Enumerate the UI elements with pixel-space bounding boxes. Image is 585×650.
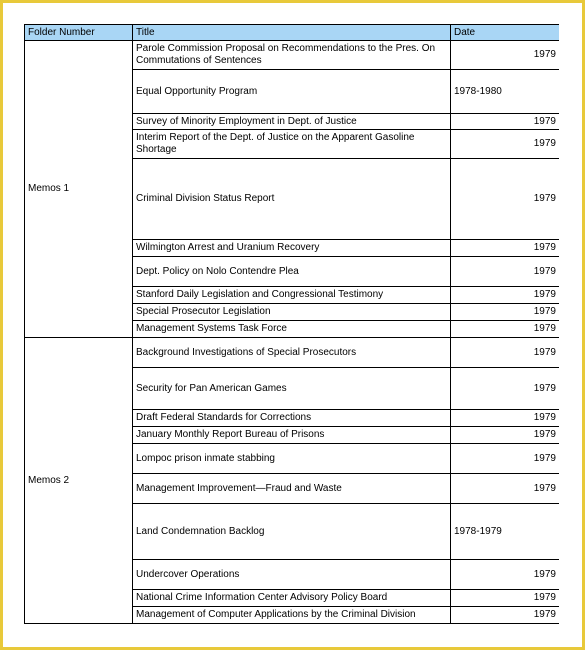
title-cell: Criminal Division Status Report [133,159,451,240]
title-cell: Interim Report of the Dept. of Justice on the Apparent Gasoline Shortage [133,130,451,159]
title-cell: Draft Federal Standards for Corrections [133,410,451,427]
date-cell: 1979 [451,159,560,240]
title-cell: Equal Opportunity Program [133,70,451,114]
title-cell: Survey of Minority Employment in Dept. of Justice [133,114,451,130]
header-date: Date [451,25,560,41]
title-cell: Wilmington Arrest and Uranium Recovery [133,240,451,257]
date-cell: 1979 [451,590,560,607]
title-cell: Background Investigations of Special Prosecutors [133,338,451,368]
date-cell: 1979 [451,410,560,427]
title-cell: Management of Computer Applications by the Criminal Division [133,607,451,624]
date-cell: 1979 [451,338,560,368]
date-cell: 1979 [451,41,560,70]
date-cell: 1978-1980 [451,70,560,114]
title-cell: National Crime Information Center Advisory Policy Board [133,590,451,607]
title-cell: Undercover Operations [133,560,451,590]
date-cell: 1979 [451,114,560,130]
table-body [25,41,560,624]
folder-number-cell: Memos 1 [25,41,133,338]
date-cell: 1979 [451,130,560,159]
date-cell: 1979 [451,257,560,287]
date-cell: 1978-1979 [451,504,560,560]
title-cell: Security for Pan American Games [133,368,451,410]
title-cell: Special Prosecutor Legislation [133,304,451,321]
date-cell: 1979 [451,321,560,338]
spreadsheet [24,24,559,627]
title-cell: Management Systems Task Force [133,321,451,338]
date-cell: 1979 [451,240,560,257]
date-cell: 1979 [451,560,560,590]
title-cell: Lompoc prison inmate stabbing [133,444,451,474]
date-cell: 1979 [451,304,560,321]
table-row [25,41,560,70]
date-cell: 1979 [451,287,560,304]
records-table [24,24,559,624]
header-title: Title [133,25,451,41]
title-cell: Land Condemnation Backlog [133,504,451,560]
table-row [25,338,560,368]
title-cell: January Monthly Report Bureau of Prisons [133,427,451,444]
title-cell: Management Improvement—Fraud and Waste [133,474,451,504]
date-cell: 1979 [451,474,560,504]
header-row [25,25,560,41]
title-cell: Parole Commission Proposal on Recommendations to the Pres. On Commutations of Sentences [133,41,451,70]
date-cell: 1979 [451,427,560,444]
date-cell: 1979 [451,368,560,410]
date-cell: 1979 [451,444,560,474]
title-cell: Dept. Policy on Nolo Contendre Plea [133,257,451,287]
date-cell: 1979 [451,607,560,624]
folder-number-cell: Memos 2 [25,338,133,624]
header-folder-number: Folder Number [25,25,133,41]
title-cell: Stanford Daily Legislation and Congressional Testimony [133,287,451,304]
